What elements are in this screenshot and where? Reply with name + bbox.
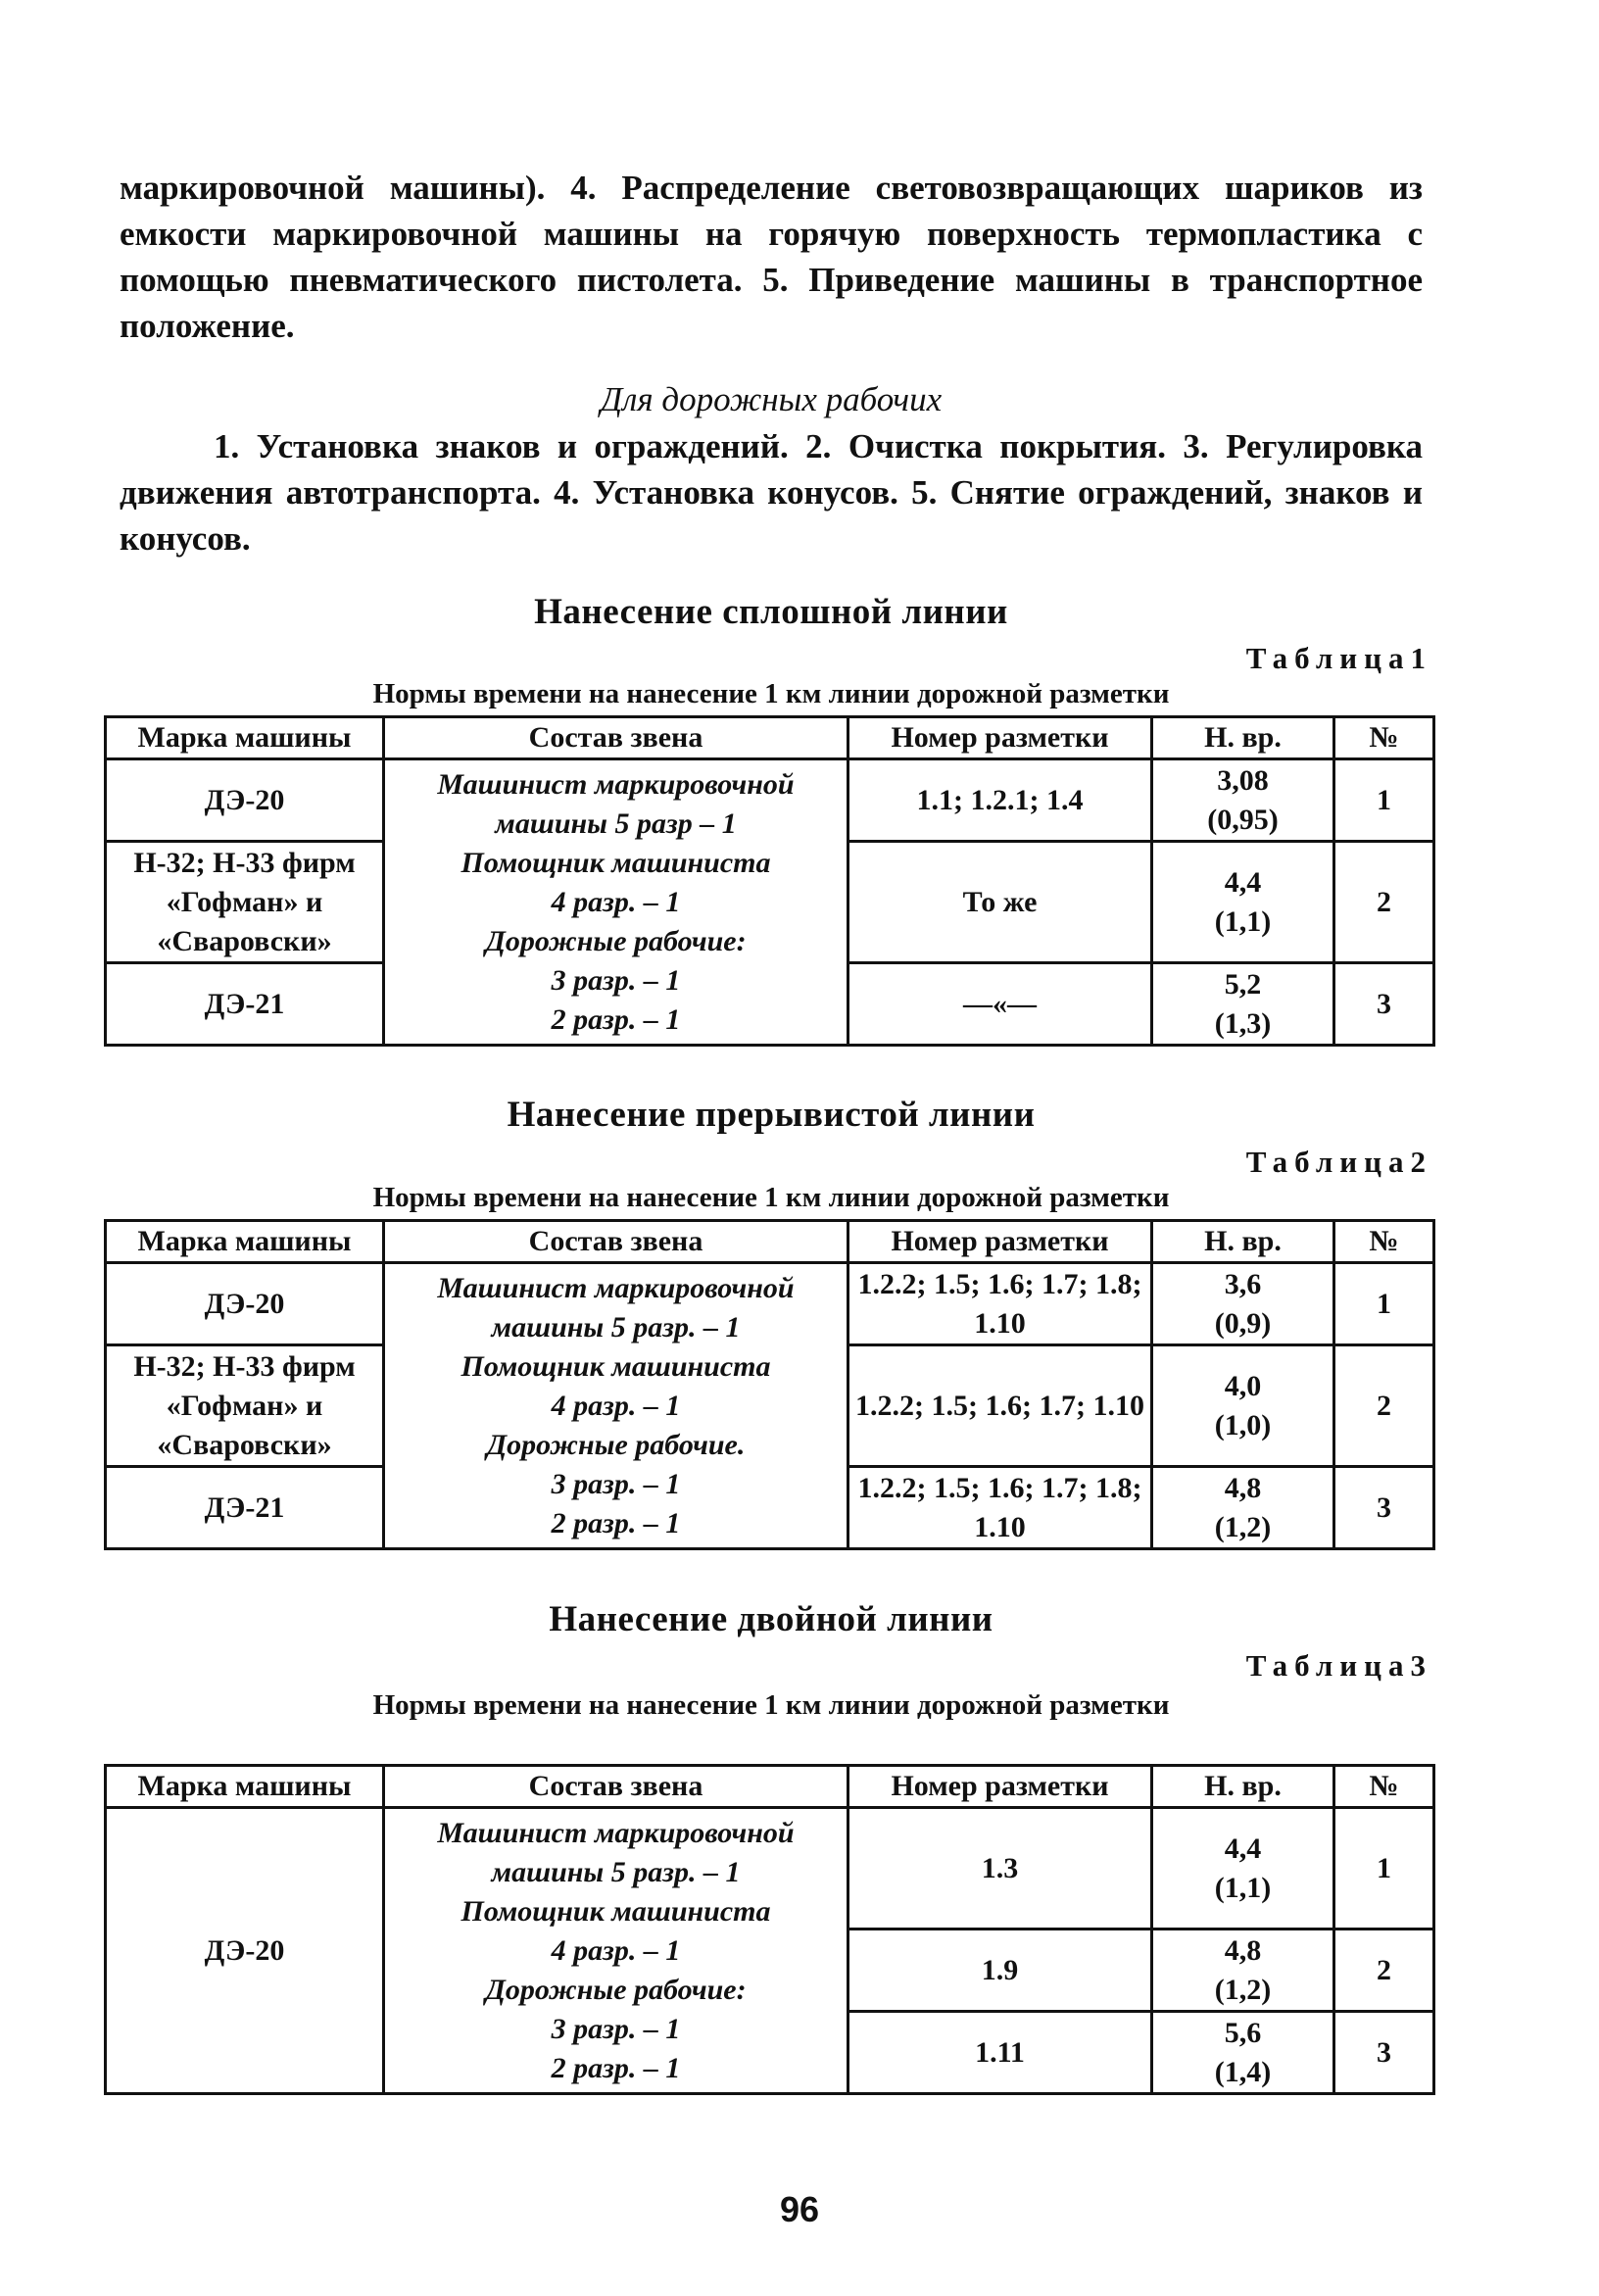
table3 <box>104 1764 1435 2095</box>
marking-cell: 1.11 <box>848 2012 1152 2094</box>
crew-line: Помощник машиниста <box>460 1894 771 1928</box>
crew-line: 2 разр. – 1 <box>551 1002 681 1036</box>
table-row <box>106 1263 1434 1345</box>
col-header-num: № <box>1334 1766 1434 1808</box>
table2 <box>104 1219 1435 1550</box>
norm-value: 4,8 <box>1224 1471 1262 1504</box>
norm-cell <box>1152 759 1334 842</box>
table2-caption: Нормы времени на нанесение 1 км линии дорожной разметки <box>372 1182 1170 1213</box>
col-header-norm: Н. вр. <box>1152 1221 1334 1263</box>
norm-value: 4,0 <box>1224 1369 1262 1402</box>
table3-caption: Нормы времени на нанесение 1 км линии дорожной разметки <box>372 1689 1170 1721</box>
table2-header-row <box>106 1221 1434 1263</box>
marking-cell: 1.2.2; 1.5; 1.6; 1.7; 1.8; 1.10 <box>848 1467 1152 1549</box>
norm-alt-value: (1,4) <box>1214 2055 1272 2088</box>
table1-label: Таблица1 <box>1245 641 1432 675</box>
num-cell: 3 <box>1334 2012 1434 2094</box>
norm-value: 5,6 <box>1224 2016 1262 2049</box>
norm-cell <box>1152 1930 1334 2012</box>
crew-line: машины 5 разр – 1 <box>495 806 737 840</box>
norm-alt-value: (1,2) <box>1214 1973 1272 2006</box>
num-cell: 1 <box>1334 1263 1434 1345</box>
road-workers-paragraph: 1. Установка знаков и ограждений. 2. Очистка покрытия. 3. Регулировка движения автотранспорта. 4. Установка конусов. 5. Снятие ограждений, знаков и конусов. <box>120 427 1423 558</box>
table-row <box>106 759 1434 842</box>
crew-line: машины 5 разр. – 1 <box>491 1855 741 1888</box>
norm-value: 3,08 <box>1217 763 1269 797</box>
norm-cell <box>1152 1808 1334 1930</box>
crew-line: 2 разр. – 1 <box>551 1506 681 1539</box>
norm-cell <box>1152 2012 1334 2094</box>
norm-alt-value: (1,3) <box>1214 1006 1272 1040</box>
col-header-crew: Состав звена <box>384 1221 848 1263</box>
marking-cell: 1.1; 1.2.1; 1.4 <box>848 759 1152 842</box>
crew-line: Дорожные рабочие. <box>486 1428 746 1461</box>
crew-line: Помощник машиниста <box>460 846 771 879</box>
num-cell: 2 <box>1334 1930 1434 2012</box>
marking-cell: 1.9 <box>848 1930 1152 2012</box>
table1-header-row <box>106 717 1434 759</box>
norm-alt-value: (0,95) <box>1207 803 1279 836</box>
norm-value: 5,2 <box>1224 967 1262 1001</box>
table3-section-title: Нанесение двойной линии <box>549 1599 993 1639</box>
crew-line: 3 разр. – 1 <box>551 963 681 997</box>
crew-line: Машинист маркировочной <box>437 1816 795 1849</box>
marking-cell: 1.2.2; 1.5; 1.6; 1.7; 1.8; 1.10 <box>848 1263 1152 1345</box>
marking-cell: 1.3 <box>848 1808 1152 1930</box>
crew-line: Машинист маркировочной <box>437 1271 795 1304</box>
num-cell: 2 <box>1334 1345 1434 1467</box>
machine-cell: Н-32; Н-33 фирм «Гофман» и «Сваровски» <box>106 842 384 963</box>
crew-line: Дорожные рабочие: <box>485 924 747 957</box>
machine-cell: ДЭ-21 <box>106 963 384 1046</box>
col-header-crew: Состав звена <box>384 717 848 759</box>
machine-cell: ДЭ-20 <box>106 1263 384 1345</box>
machine-cell: ДЭ-20 <box>106 1808 384 2094</box>
crew-line: Помощник машиниста <box>460 1349 771 1383</box>
table3-header-row <box>106 1766 1434 1808</box>
col-header-norm: Н. вр. <box>1152 1766 1334 1808</box>
machine-cell: Н-32; Н-33 фирм «Гофман» и «Сваровски» <box>106 1345 384 1467</box>
intro-paragraph: маркировочной машины). 4. Распределение световозвращающих шариков из емкости маркировочной машины на горячую поверхность термопластика с помощью пневматического пистолета. 5. Приведение машины в транспортное положение. <box>120 169 1423 345</box>
num-cell: 3 <box>1334 1467 1434 1549</box>
norm-value: 3,6 <box>1224 1267 1262 1300</box>
crew-cell <box>384 1808 848 2094</box>
machine-cell: ДЭ-21 <box>106 1467 384 1549</box>
table1-section-title: Нанесение сплошной линии <box>534 592 1008 632</box>
table2-label: Таблица2 <box>1245 1145 1432 1179</box>
marking-cell: —«— <box>848 963 1152 1046</box>
crew-line: Машинист маркировочной <box>437 767 795 801</box>
norm-cell <box>1152 842 1334 963</box>
crew-line: 3 разр. – 1 <box>551 2012 681 2045</box>
col-header-machine: Марка машины <box>106 717 384 759</box>
table1 <box>104 715 1435 1047</box>
norm-cell <box>1152 963 1334 1046</box>
machine-cell: ДЭ-20 <box>106 759 384 842</box>
table-row <box>106 1808 1434 1930</box>
crew-line: машины 5 разр. – 1 <box>491 1310 741 1343</box>
num-cell: 1 <box>1334 759 1434 842</box>
table2-section-title: Нанесение прерывистой линии <box>507 1095 1036 1135</box>
crew-line: 4 разр. – 1 <box>551 885 681 918</box>
num-cell: 3 <box>1334 963 1434 1046</box>
norm-alt-value: (1,1) <box>1214 904 1272 938</box>
table3-label: Таблица3 <box>1245 1648 1432 1683</box>
norm-alt-value: (1,1) <box>1214 1871 1272 1904</box>
col-header-marking: Номер разметки <box>848 1221 1152 1263</box>
col-header-machine: Марка машины <box>106 1766 384 1808</box>
num-cell: 1 <box>1334 1808 1434 1930</box>
norm-value: 4,4 <box>1224 865 1262 899</box>
norm-cell <box>1152 1263 1334 1345</box>
col-header-marking: Номер разметки <box>848 717 1152 759</box>
crew-line: 4 разр. – 1 <box>551 1933 681 1967</box>
norm-alt-value: (1,2) <box>1214 1510 1272 1543</box>
norm-value: 4,4 <box>1224 1832 1262 1865</box>
col-header-marking: Номер разметки <box>848 1766 1152 1808</box>
col-header-machine: Марка машины <box>106 1221 384 1263</box>
crew-cell <box>384 759 848 1046</box>
page-number: 96 <box>779 2189 820 2229</box>
col-header-num: № <box>1334 717 1434 759</box>
crew-line: Дорожные рабочие: <box>485 1973 747 2006</box>
col-header-norm: Н. вр. <box>1152 717 1334 759</box>
crew-line: 2 разр. – 1 <box>551 2051 681 2084</box>
norm-cell <box>1152 1467 1334 1549</box>
table1-caption: Нормы времени на нанесение 1 км линии дорожной разметки <box>372 678 1170 709</box>
crew-line: 3 разр. – 1 <box>551 1467 681 1500</box>
col-header-num: № <box>1334 1221 1434 1263</box>
crew-line: 4 разр. – 1 <box>551 1389 681 1422</box>
road-workers-heading: Для дорожных рабочих <box>600 380 943 418</box>
col-header-crew: Состав звена <box>384 1766 848 1808</box>
norm-alt-value: (1,0) <box>1214 1408 1272 1441</box>
norm-cell <box>1152 1345 1334 1467</box>
norm-value: 4,8 <box>1224 1933 1262 1967</box>
marking-cell: То же <box>848 842 1152 963</box>
num-cell: 2 <box>1334 842 1434 963</box>
crew-cell <box>384 1263 848 1549</box>
norm-alt-value: (0,9) <box>1214 1306 1272 1340</box>
marking-cell: 1.2.2; 1.5; 1.6; 1.7; 1.10 <box>848 1345 1152 1467</box>
